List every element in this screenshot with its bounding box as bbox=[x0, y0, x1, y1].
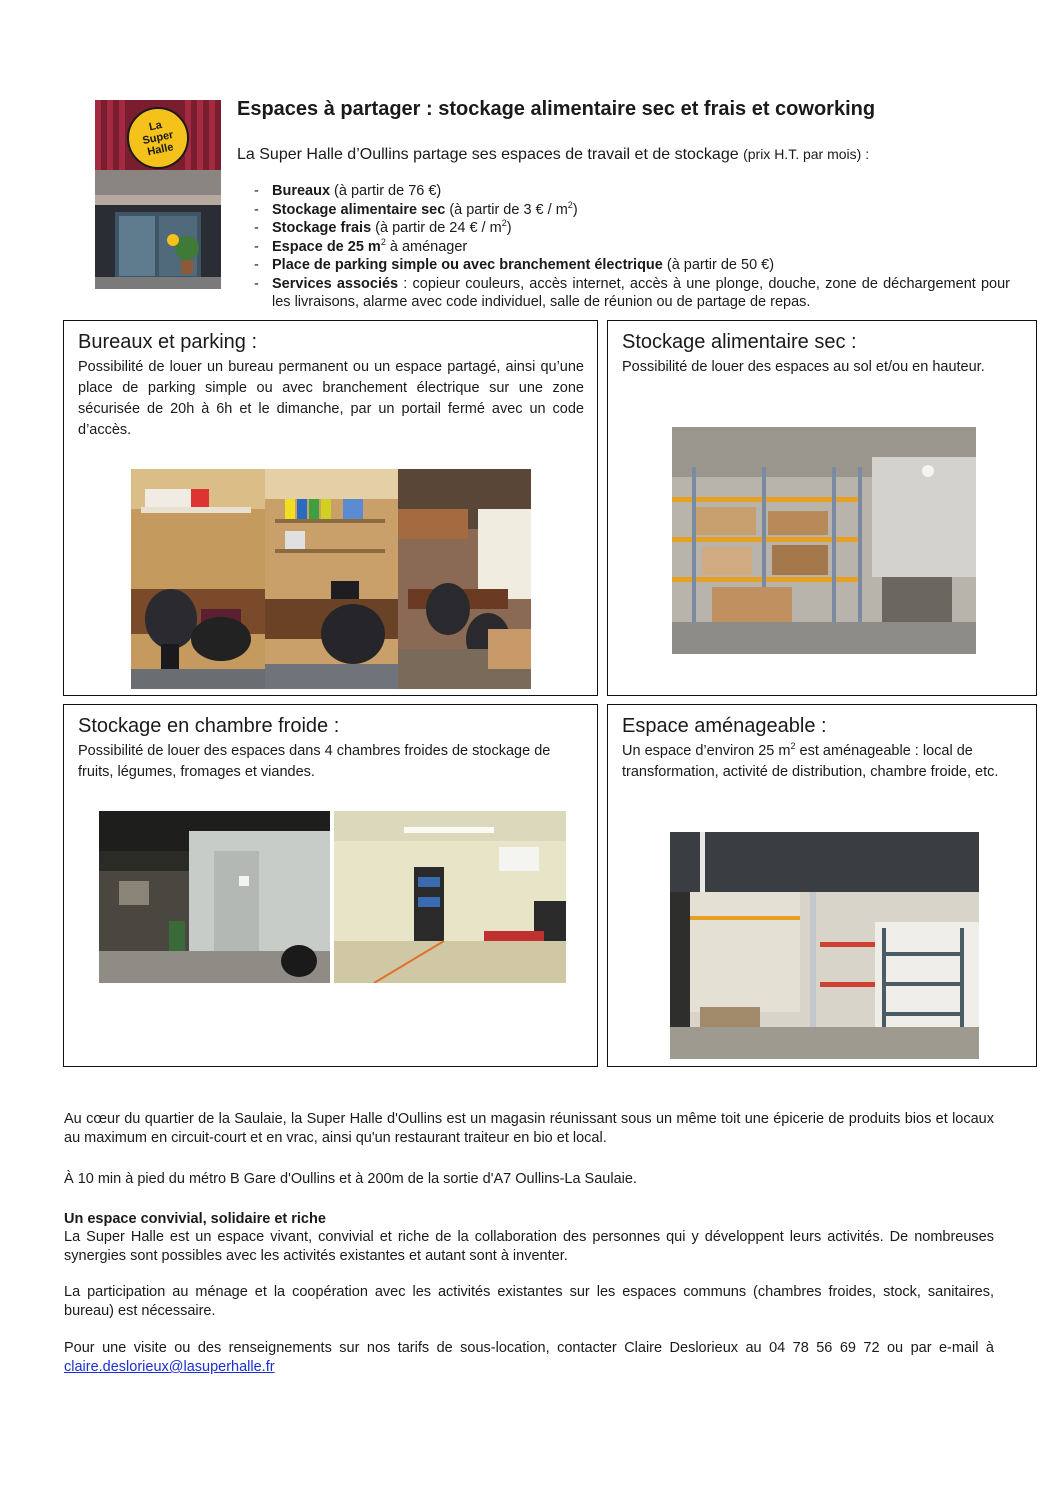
section-heading: Un espace convivial, solidaire et riche bbox=[64, 1211, 326, 1227]
paragraph-contact: Pour une visite ou des renseignements sur nos tarifs de sous-location, contacter Claire Deslorieux au 04 78 56 69 72 ou par e-mail à claire.deslorieux@lasuperhalle.fr bbox=[64, 1340, 994, 1375]
offer-item: - Espace de 25 $m^2$ à aménager bbox=[254, 236, 468, 255]
dry-storage-photo bbox=[672, 427, 976, 654]
box-text: Un espace d’environ 25 $m^2$ est aménageable : local de transformation, activité de distribution, chambre froide, etc. bbox=[622, 741, 999, 780]
office-photo-2 bbox=[265, 469, 398, 689]
offer-item: - Stockage frais (à partir de 24 € / $m^2$) bbox=[254, 218, 512, 236]
paragraph-participation: La participation au ménage et la coopération avec les activités existantes sur les espaces communs (chambres froides, stock, sanitaires, bureau) est nécessaire. bbox=[64, 1284, 994, 1319]
page-title: Espaces à partager : stockage alimentaire sec et frais et coworking bbox=[237, 98, 876, 120]
box-title: Bureaux et parking : bbox=[78, 331, 257, 353]
fitout-space-photo bbox=[670, 832, 979, 1059]
box-text: Possibilité de louer des espaces dans 4 chambres froides de stockage de fruits, légumes, fromages et viandes. bbox=[78, 743, 551, 780]
price-note: (prix H.T. par mois) : bbox=[743, 146, 870, 162]
email-link[interactable]: claire.deslorieux@lasuperhalle.fr bbox=[64, 1359, 275, 1375]
office-photo-1 bbox=[131, 469, 265, 689]
box-text: Possibilité de louer des espaces au sol et/ou en hauteur. bbox=[622, 359, 985, 375]
paragraph-access: À 10 min à pied du métro B Gare d'Oullins et à 200m de la sortie d'A7 Oullins-La Saulaie. bbox=[64, 1171, 637, 1187]
offer-item: - Stockage alimentaire sec (à partir de 3 € / $m^2$) bbox=[254, 199, 578, 218]
box-bureaux-parking bbox=[63, 320, 598, 696]
cold-room-photo-1 bbox=[99, 811, 330, 983]
box-stockage-sec bbox=[607, 320, 1037, 696]
office-photo-3 bbox=[398, 469, 531, 689]
box-chambre-froide bbox=[63, 704, 598, 1067]
box-title: Espace aménageable : bbox=[622, 715, 827, 737]
box-title: Stockage en chambre froide : bbox=[78, 715, 340, 737]
offer-item: - Services associés : copieur couleurs, accès internet, accès à une plonge, douche, zone de déchargement pour les livraisons, alarme avec code individuel, salle de réunion ou de partage de repas. bbox=[254, 275, 1010, 310]
cold-room-photo-2 bbox=[334, 811, 566, 983]
storefront-photo bbox=[95, 100, 221, 289]
box-text: Possibilité de louer un bureau permanent ou un espace partagé, ainsi qu’une place de parking simple ou avec branchement électrique sur une zone sécurisée de 20h à 6h et le dimanche, par un portail fermé avec un code d’accès. bbox=[78, 359, 584, 438]
paragraph-convivial: La Super Halle est un espace vivant, convivial et riche de la collaboration des personnes qui y développent leurs activités. De nombreuses synergies sont possibles avec les activités existantes et autant sont à inventer. bbox=[64, 1229, 994, 1264]
box-title: Stockage alimentaire sec : bbox=[622, 331, 857, 353]
paragraph-quartier: Au cœur du quartier de la Saulaie, la Super Halle d'Oullins est un magasin réunissant sous un même toit une épicerie de produits bios et locaux au maximum en circuit-court et en vrac, ainsi qu'un restaurant traiteur en bio et local. bbox=[64, 1111, 994, 1146]
intro-line bbox=[237, 146, 869, 164]
box-espace-amenageable bbox=[607, 704, 1037, 1067]
intro-text: La Super Halle d’Oullins partage ses espaces de travail et de stockage bbox=[237, 146, 739, 163]
logo-text: La Super Halle bbox=[141, 119, 175, 159]
offer-list bbox=[254, 182, 1010, 312]
offer-item: - Bureaux (à partir de 76 €) bbox=[254, 183, 442, 199]
offer-item: - Place de parking simple ou avec branchement électrique (à partir de 50 €) bbox=[254, 257, 775, 273]
